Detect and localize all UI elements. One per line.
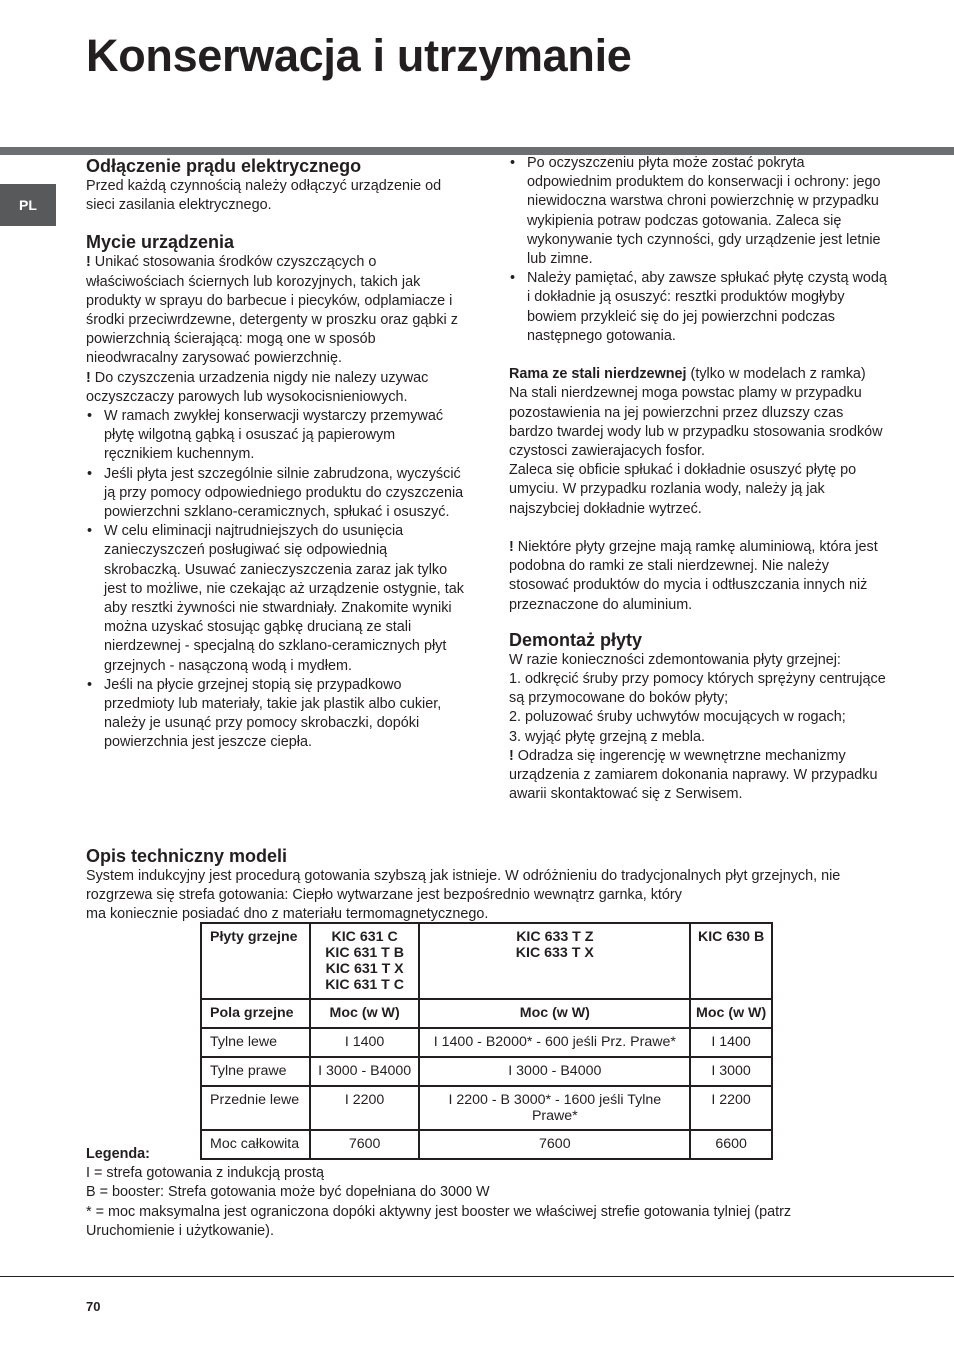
tech-section [86,845,896,925]
table-cell: I 3000 [690,1057,772,1086]
table-row [201,923,772,999]
legend-title: Legenda: [86,1146,150,1162]
table-cell: Przednie lewe [201,1086,310,1130]
footer-divider [0,1276,954,1277]
warning-repair [509,747,891,805]
disassembly-line: 2. poluzować śruby uchwytów mocujących w rogach; [509,709,846,726]
list-item: • W celu eliminacji najtrudniejszych do usunięcia zanieczyszczeń posługiwać się odpowiednią skrobaczką. Usuwać zanieczyszczenia zaraz jak tylko jest to możliwe, nie czekając aż urządzenie ostygnie, tak aby resztki żywności nie stwardniały. Znakomite wyniki można uzyskać stosując gąbkę drucianą ze stali nierdzewnej - specjalną do szklano-ceramicznych płyt grzejnych - nasączoną wodą i mydłem. [86,522,466,676]
warning-mark: ! [509,539,514,556]
protection-list [509,154,891,346]
legend-line: I = strefa gotowania z indukcją prostą [86,1165,324,1182]
tech-intro: ma koniecznie posiadać dno z materiału termomagnetycznego. [86,906,489,923]
table-header-cell: Moc (w W) [690,999,772,1028]
table-cell: I 2200 [690,1086,772,1130]
warning-text: Unikać stosowania środków czyszczących o właściwościach ściernych lub korozyjnych, takich jak produkty w sprayu do barbecue i piecyków, odplamiacze i środki przeciwrdzewne, detergenty w proszku oraz gąbki z powierzchnią ścierającą: mogą one w sposób nieodwracalny zarysować powierzchnię. [86,254,458,367]
frame-text: Zaleca się obficie spłukać i dokładnie osuszyć płytę po umyciu. W przypadku rozlania wody, należy ją jak najszybciej dokładnie wytrzeć. [509,462,857,517]
table-header-cell: Moc (w W) [310,999,420,1028]
warning-abrasive [86,253,466,368]
table-row [201,1028,772,1057]
table-header-cell: Moc (w W) [419,999,690,1028]
table-row [201,1057,772,1086]
warning-aluminium [509,538,891,615]
cleaning-list [86,407,466,753]
frame-text: Na stali nierdzewnej moga powstac plamy w przypadku pozostawienia na jej powierzchni przez dluzszy czas bardzo twardej wody lub w przypadku stosowania srodków czystosci zawierajacych fosfor. [509,385,883,460]
table-cell: Tylne lewe [201,1028,310,1057]
list-item: • Należy pamiętać, aby zawsze spłukać płytę czystą wodą i dokładnie ją osuszyć: resztki produktów mogłyby bowiem przykleić się do jej powierzchni podczas następnego gotowania. [509,269,891,346]
page-title: Konserwacja i utrzymanie [86,30,632,81]
tech-intro: System indukcyjny jest procedurą gotowania szybszą jak istnieje. W odróżnieniu do tradycjonalnych płyt grzejnych, nie rozgrzewa się strefa gotowania: Ciepło wytwarzane jest bezpośrednio wewnątrz garnka, który [86,868,841,904]
model-cell: KIC 631 C KIC 631 T B KIC 631 T X KIC 631 T C [310,923,420,999]
disassembly-line: 1. odkręcić śruby przy pomocy których sprężyny centrujące są przymocowane do boków płyty; [509,671,886,707]
table-cell: I 1400 [690,1028,772,1057]
table-cell: I 3000 - B4000 [419,1057,690,1086]
table-cell: I 2200 - B 3000* - 1600 jeśli Tylne Prawe* [419,1086,690,1130]
frame-heading: Rama ze stali nierdzewnej [509,366,687,383]
disassembly-line: 3. wyjąć płytę grzejną z mebla. [509,728,705,745]
table-header-cell: Płyty grzejne [201,923,310,999]
warning-mark: ! [509,747,514,764]
warning-text: Niektóre płyty grzejne mają ramkę aluminiową, która jest podobna do ramki ze stali nierdzewnej. Nie należy stosować produktów do mycia i odtłuszczania innych niż przeznaczone do aluminium. [509,539,878,613]
left-column [86,155,466,753]
section-heading-disconnect: Odłączenie prądu elektrycznego [86,156,362,176]
warning-text: Do czyszczenia urzadzenia nigdy nie nalezy uzywac oczyszczaczy parowych lub wysokocisnieniowych. [86,369,429,405]
table-cell: I 3000 - B4000 [310,1057,420,1086]
model-cell: KIC 633 T Z KIC 633 T X [419,923,690,999]
language-tab: PL [0,184,56,226]
table-cell: 7600 [310,1130,420,1159]
warning-text: Odradza się ingerencję w wewnętrzne mechanizmy urządzenia z zamiarem dokonania naprawy. W przypadku awarii skontaktować się z Serwisem. [509,747,878,803]
warning-steam [86,369,466,407]
table-cell: 6600 [690,1130,772,1159]
table-header-cell: Pola grzejne [201,999,310,1028]
list-item: • Jeśli płyta jest szczególnie silnie zabrudzona, wyczyścić ją przy pomocy odpowiedniego produktu do czyszczenia powierzchni szklano-ceramicznych, spłukać i osuszyć. [86,465,466,523]
table-cell: I 1400 - B2000* - 600 jeśli Prz. Prawe* [419,1028,690,1057]
table-cell: I 1400 [310,1028,420,1057]
warning-mark: ! [86,254,91,271]
legend [86,1145,876,1241]
list-item: • Jeśli na płycie grzejnej stopią się przypadkowo przedmioty lub materiały, takie jak plastik albo cukier, należy je usunąć przy pomocy skrobaczki, dopóki powierzchnia jest jeszcze ciepła. [86,676,466,753]
model-cell: KIC 630 B [690,923,772,999]
frame-heading-line [509,365,891,384]
warning-mark: ! [86,369,91,386]
section-heading-cleaning: Mycie urządzenia [86,232,235,253]
frame-heading-note: (tylko w modelach z ramka) [686,366,866,383]
right-column [509,154,891,804]
disconnect-text: Przed każdą czynnością należy odłączyć urządzenie od sieci zasilania elektrycznego. [86,178,442,214]
table-cell: I 2200 [310,1086,420,1130]
section-heading-tech: Opis techniczny modeli [86,846,288,866]
list-item: • W ramach zwykłej konserwacji wystarczy przemywać płytę wilgotną gąbką i osuszać ją papierowym ręcznikiem kuchennym. [86,407,466,465]
page-number: 70 [86,1299,101,1314]
table-row [201,1086,772,1130]
table-cell: 7600 [419,1130,690,1159]
table-row [201,999,772,1028]
tech-table [200,922,773,1160]
list-item: • Po oczyszczeniu płyta może zostać pokryta odpowiednim produktem do konserwacji i ochrony: jego niewidoczna warstwa chroni powierzchnię w przypadku wykipienia potraw podczas gotowania. Zaleca się wykonywanie tych czynności, gdy urządzenie jest letnie lub zimne. [509,154,891,269]
section-heading-disassembly: Demontaż płyty [509,629,643,650]
table-cell: Moc całkowita [201,1130,310,1159]
disassembly-line: W razie konieczności zdemontowania płyty grzejnej: [509,651,841,668]
legend-line: * = moc maksymalna jest ograniczona dopóki aktywny jest booster we właściwej strefie gotowania tylniej (patrz Uruchomienie i użytkowanie). [86,1203,792,1239]
table-cell: Tylne prawe [201,1057,310,1086]
legend-line: B = booster: Strefa gotowania może być dopełniana do 3000 W [86,1184,490,1201]
